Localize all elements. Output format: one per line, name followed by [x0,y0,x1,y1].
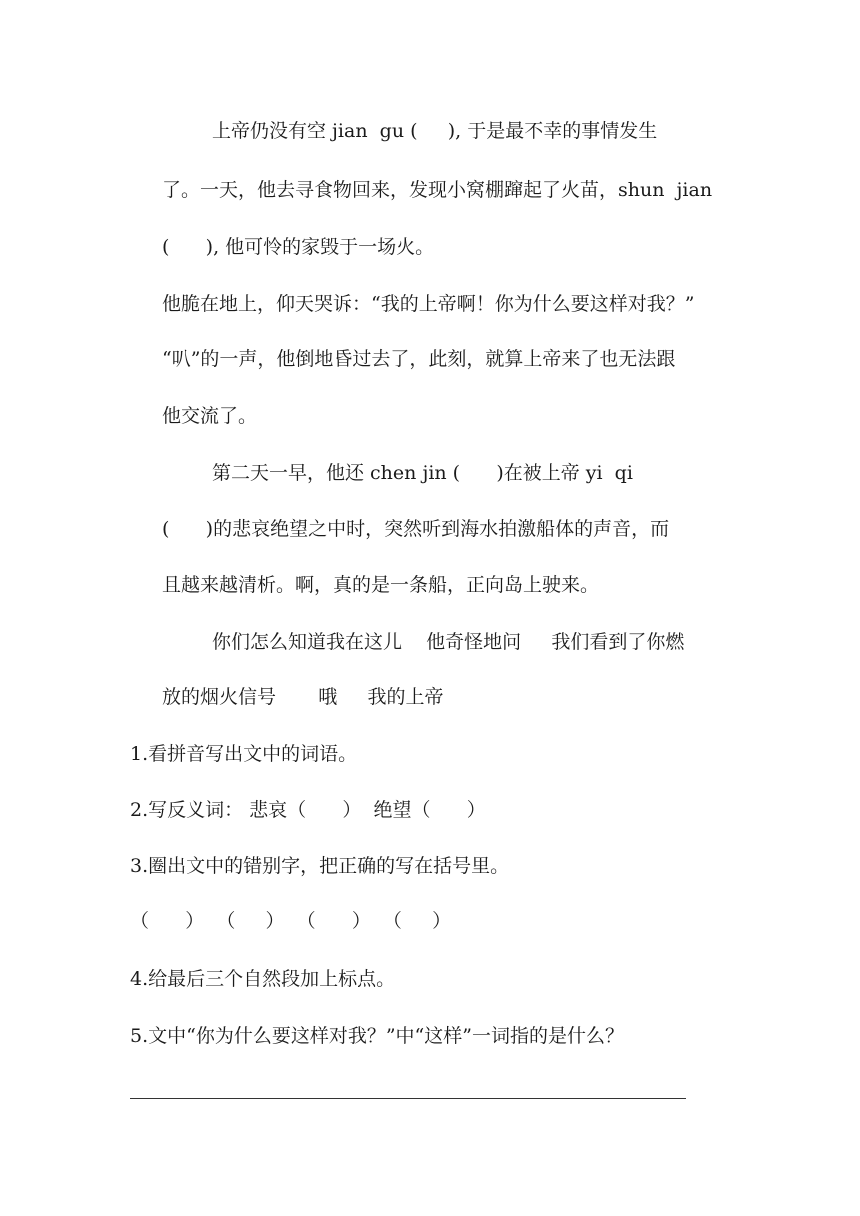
answer-line [130,1098,686,1099]
paragraph-2-line-2: “叭”的一声，他倒地昏过去了，此刻，就算上帝来了也无法跟 [162,348,676,370]
paragraph-1-line-2: 了。一天，他去寻食物回来，发现小窝棚蹿起了火苗，shun jian [162,179,713,201]
question-4: 4.给最后三个自然段加上标点。 [130,968,396,990]
paragraph-1-line-1: 上帝仍没有空 jian gu ( ), 于是最不幸的事情发生 [212,120,658,142]
question-3: 3.圈出文中的错别字，把正确的写在括号里。 [130,855,510,877]
question-5: 5.文中“你为什么要这样对我？”中“这样”一词指的是什么？ [130,1025,624,1047]
paragraph-1-line-3: ( ), 他可怜的家毁于一场火。 [162,236,435,258]
paragraph-3-line-1: 第二天一早，他还 chen jin ( )在被上帝 yi qi [212,462,633,484]
paragraph-2-line-3: 他交流了。 [162,405,258,427]
question-1: 1.看拼音写出文中的词语。 [130,743,358,765]
question-3-answer-blanks: （ ） （ ） （ ） （ ） [130,910,452,932]
paragraph-4-line-2: 放的烟火信号 哦 我的上帝 [162,686,444,708]
question-2: 2.写反义词： 悲哀（ ） 绝望（ ） [130,799,486,821]
paragraph-3-line-3: 且越来越清析。啊，真的是一条船，正向岛上驶来。 [162,574,600,596]
paragraph-4-line-1: 你们怎么知道我在这儿 他奇怪地问 我们看到了你燃 [212,631,685,653]
paragraph-2-line-1: 他脆在地上，仰天哭诉：“我的上帝啊！你为什么要这样对我？” [162,293,695,315]
paragraph-3-line-2: ( )的悲哀绝望之中时，突然听到海水拍激船体的声音，而 [162,518,670,540]
